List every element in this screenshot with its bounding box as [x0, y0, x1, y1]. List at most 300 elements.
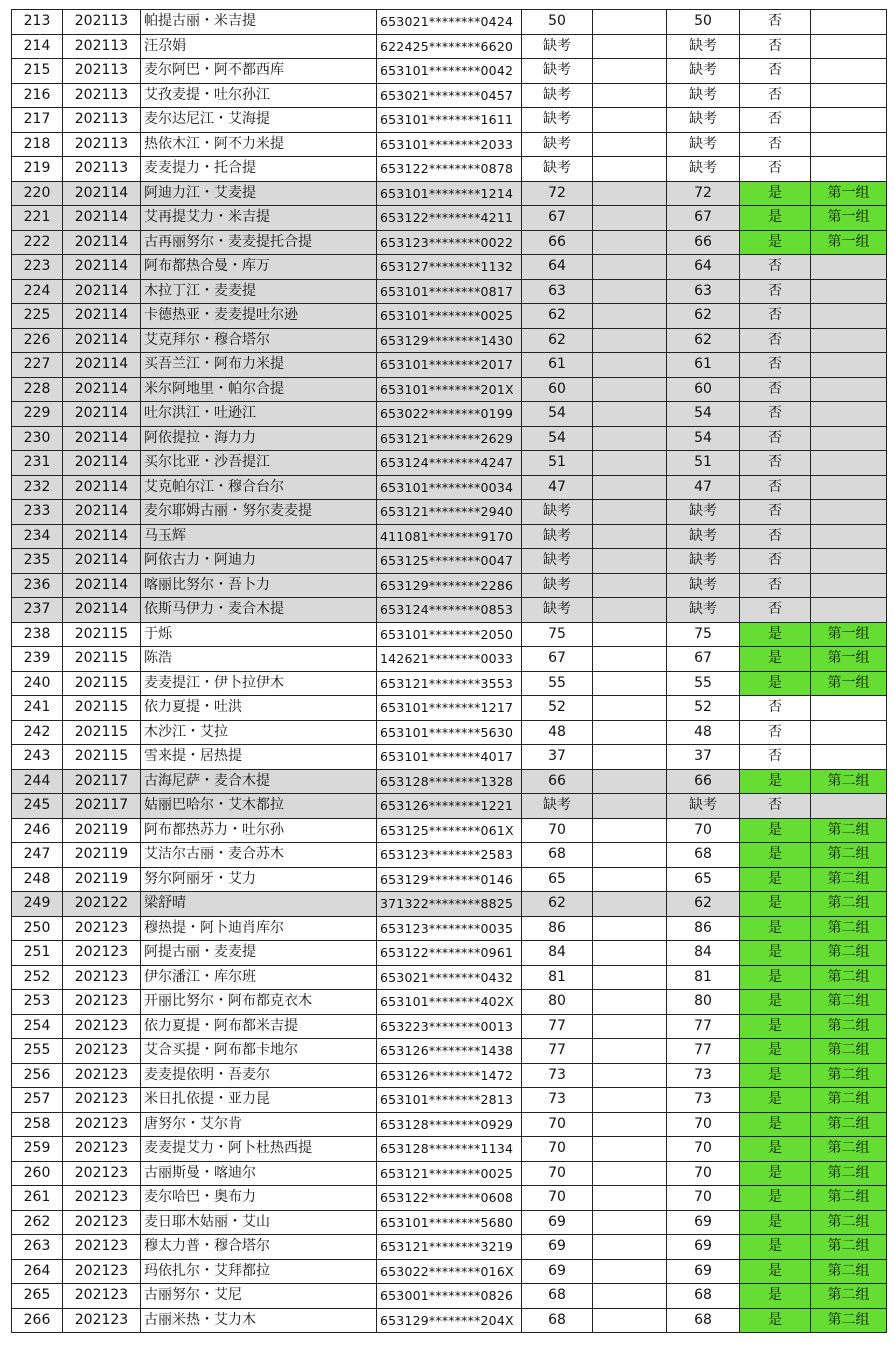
- group-cell: [811, 353, 887, 378]
- table-row: [12, 1063, 887, 1088]
- class-code-cell: 202114: [63, 255, 141, 280]
- student-name-cell: 帕提古丽・米吉提: [141, 10, 377, 35]
- row-number-cell: 242: [12, 720, 63, 745]
- class-code-cell: 202123: [63, 1210, 141, 1235]
- row-number-cell: 221: [12, 206, 63, 231]
- id-number-cell: 653021********0457: [377, 83, 522, 108]
- student-name-cell: 阿依提拉・海力力: [141, 426, 377, 451]
- total-score-cell: 69: [667, 1259, 740, 1284]
- row-number-cell: 218: [12, 132, 63, 157]
- table-row: [12, 696, 887, 721]
- score-cell: 48: [522, 720, 593, 745]
- table-row: [12, 353, 887, 378]
- pass-status-cell: 否: [740, 745, 811, 770]
- score-cell: 37: [522, 745, 593, 770]
- extra-score-cell: [593, 230, 667, 255]
- total-score-cell: 72: [667, 181, 740, 206]
- pass-status-cell: 否: [740, 696, 811, 721]
- table-body: [12, 10, 887, 1333]
- table-row: [12, 647, 887, 672]
- group-cell: 第二组: [811, 1112, 887, 1137]
- table-row: [12, 818, 887, 843]
- pass-status-cell: 是: [740, 965, 811, 990]
- class-code-cell: 202114: [63, 230, 141, 255]
- id-number-cell: 653123********2583: [377, 843, 522, 868]
- student-name-cell: 麦日耶木姑丽・艾山: [141, 1210, 377, 1235]
- pass-status-cell: 是: [740, 941, 811, 966]
- id-number-cell: 653101********0034: [377, 475, 522, 500]
- id-number-cell: 653101********1217: [377, 696, 522, 721]
- total-score-cell: 70: [667, 818, 740, 843]
- row-number-cell: 236: [12, 573, 63, 598]
- extra-score-cell: [593, 1014, 667, 1039]
- student-name-cell: 玛依扎尔・艾拜都拉: [141, 1259, 377, 1284]
- id-number-cell: 653101********2033: [377, 132, 522, 157]
- row-number-cell: 250: [12, 916, 63, 941]
- pass-status-cell: 是: [740, 1039, 811, 1064]
- pass-status-cell: 是: [740, 1014, 811, 1039]
- id-number-cell: 142621********0033: [377, 647, 522, 672]
- id-number-cell: 653101********2813: [377, 1088, 522, 1113]
- score-cell: 缺考: [522, 157, 593, 182]
- class-code-cell: 202123: [63, 965, 141, 990]
- extra-score-cell: [593, 941, 667, 966]
- extra-score-cell: [593, 622, 667, 647]
- group-cell: [811, 34, 887, 59]
- total-score-cell: 65: [667, 867, 740, 892]
- group-cell: [811, 108, 887, 133]
- results-table: [11, 9, 887, 1333]
- extra-score-cell: [593, 304, 667, 329]
- score-cell: 68: [522, 1308, 593, 1333]
- pass-status-cell: 否: [740, 549, 811, 574]
- id-number-cell: 653121********3553: [377, 671, 522, 696]
- table-row: [12, 475, 887, 500]
- total-score-cell: 37: [667, 745, 740, 770]
- class-code-cell: 202113: [63, 10, 141, 35]
- group-cell: [811, 59, 887, 84]
- pass-status-cell: 是: [740, 1284, 811, 1309]
- group-cell: 第二组: [811, 965, 887, 990]
- total-score-cell: 50: [667, 10, 740, 35]
- pass-status-cell: 否: [740, 279, 811, 304]
- table-row: [12, 1088, 887, 1113]
- group-cell: 第二组: [811, 843, 887, 868]
- pass-status-cell: 否: [740, 83, 811, 108]
- total-score-cell: 缺考: [667, 108, 740, 133]
- total-score-cell: 缺考: [667, 157, 740, 182]
- table-row: [12, 500, 887, 525]
- score-cell: 缺考: [522, 132, 593, 157]
- table-row: [12, 1186, 887, 1211]
- row-number-cell: 255: [12, 1039, 63, 1064]
- id-number-cell: 653123********0022: [377, 230, 522, 255]
- id-number-cell: 653101********2017: [377, 353, 522, 378]
- pass-status-cell: 是: [740, 622, 811, 647]
- score-cell: 51: [522, 451, 593, 476]
- total-score-cell: 73: [667, 1063, 740, 1088]
- extra-score-cell: [593, 1210, 667, 1235]
- score-cell: 60: [522, 377, 593, 402]
- table-row: [12, 1308, 887, 1333]
- group-cell: [811, 279, 887, 304]
- pass-status-cell: 是: [740, 1112, 811, 1137]
- score-cell: 73: [522, 1088, 593, 1113]
- score-cell: 缺考: [522, 108, 593, 133]
- extra-score-cell: [593, 181, 667, 206]
- score-cell: 70: [522, 818, 593, 843]
- id-number-cell: 622425********6620: [377, 34, 522, 59]
- class-code-cell: 202114: [63, 353, 141, 378]
- student-name-cell: 麦麦提力・托合提: [141, 157, 377, 182]
- extra-score-cell: [593, 108, 667, 133]
- score-cell: 86: [522, 916, 593, 941]
- group-cell: [811, 304, 887, 329]
- score-cell: 68: [522, 1284, 593, 1309]
- student-name-cell: 麦麦提依明・吾麦尔: [141, 1063, 377, 1088]
- student-name-cell: 木沙江・艾拉: [141, 720, 377, 745]
- total-score-cell: 缺考: [667, 132, 740, 157]
- row-number-cell: 252: [12, 965, 63, 990]
- class-code-cell: 202115: [63, 696, 141, 721]
- row-number-cell: 222: [12, 230, 63, 255]
- row-number-cell: 215: [12, 59, 63, 84]
- total-score-cell: 缺考: [667, 524, 740, 549]
- class-code-cell: 202123: [63, 1284, 141, 1309]
- total-score-cell: 73: [667, 1088, 740, 1113]
- row-number-cell: 263: [12, 1235, 63, 1260]
- total-score-cell: 缺考: [667, 83, 740, 108]
- extra-score-cell: [593, 892, 667, 917]
- row-number-cell: 219: [12, 157, 63, 182]
- row-number-cell: 266: [12, 1308, 63, 1333]
- table-row: [12, 279, 887, 304]
- table-row: [12, 867, 887, 892]
- extra-score-cell: [593, 696, 667, 721]
- extra-score-cell: [593, 1308, 667, 1333]
- table-row: [12, 745, 887, 770]
- group-cell: 第二组: [811, 916, 887, 941]
- pass-status-cell: 是: [740, 1210, 811, 1235]
- id-number-cell: 653126********1472: [377, 1063, 522, 1088]
- group-cell: 第二组: [811, 990, 887, 1015]
- total-score-cell: 47: [667, 475, 740, 500]
- student-name-cell: 艾再提艾力・米吉提: [141, 206, 377, 231]
- table-row: [12, 990, 887, 1015]
- score-cell: 70: [522, 1112, 593, 1137]
- total-score-cell: 70: [667, 1161, 740, 1186]
- total-score-cell: 75: [667, 622, 740, 647]
- pass-status-cell: 否: [740, 255, 811, 280]
- student-name-cell: 艾合买提・阿布都卡地尔: [141, 1039, 377, 1064]
- pass-status-cell: 否: [740, 573, 811, 598]
- row-number-cell: 226: [12, 328, 63, 353]
- id-number-cell: 653101********0817: [377, 279, 522, 304]
- total-score-cell: 55: [667, 671, 740, 696]
- extra-score-cell: [593, 794, 667, 819]
- total-score-cell: 缺考: [667, 794, 740, 819]
- pass-status-cell: 是: [740, 769, 811, 794]
- class-code-cell: 202123: [63, 1161, 141, 1186]
- pass-status-cell: 是: [740, 671, 811, 696]
- group-cell: 第二组: [811, 1063, 887, 1088]
- pass-status-cell: 否: [740, 500, 811, 525]
- row-number-cell: 235: [12, 549, 63, 574]
- score-cell: 72: [522, 181, 593, 206]
- row-number-cell: 262: [12, 1210, 63, 1235]
- row-number-cell: 241: [12, 696, 63, 721]
- student-name-cell: 艾孜麦提・吐尔孙江: [141, 83, 377, 108]
- extra-score-cell: [593, 549, 667, 574]
- score-cell: 67: [522, 206, 593, 231]
- extra-score-cell: [593, 353, 667, 378]
- total-score-cell: 61: [667, 353, 740, 378]
- class-code-cell: 202123: [63, 1112, 141, 1137]
- group-cell: [811, 524, 887, 549]
- extra-score-cell: [593, 1088, 667, 1113]
- student-name-cell: 穆热提・阿卜迪肖库尔: [141, 916, 377, 941]
- table-row: [12, 328, 887, 353]
- id-number-cell: 653121********0025: [377, 1161, 522, 1186]
- id-number-cell: 653101********5680: [377, 1210, 522, 1235]
- extra-score-cell: [593, 10, 667, 35]
- total-score-cell: 缺考: [667, 598, 740, 623]
- group-cell: [811, 598, 887, 623]
- student-name-cell: 开丽比努尔・阿布都克衣木: [141, 990, 377, 1015]
- pass-status-cell: 否: [740, 598, 811, 623]
- student-name-cell: 阿布都热合曼・库万: [141, 255, 377, 280]
- row-number-cell: 259: [12, 1137, 63, 1162]
- student-name-cell: 热依木江・阿不力米提: [141, 132, 377, 157]
- row-number-cell: 216: [12, 83, 63, 108]
- table-row: [12, 720, 887, 745]
- id-number-cell: 653022********016X: [377, 1259, 522, 1284]
- id-number-cell: 653001********0826: [377, 1284, 522, 1309]
- pass-status-cell: 是: [740, 181, 811, 206]
- class-code-cell: 202114: [63, 402, 141, 427]
- total-score-cell: 77: [667, 1014, 740, 1039]
- id-number-cell: 653126********1438: [377, 1039, 522, 1064]
- row-number-cell: 246: [12, 818, 63, 843]
- student-name-cell: 努尔阿丽牙・艾力: [141, 867, 377, 892]
- id-number-cell: 411081********9170: [377, 524, 522, 549]
- group-cell: 第二组: [811, 1039, 887, 1064]
- extra-score-cell: [593, 1161, 667, 1186]
- class-code-cell: 202123: [63, 941, 141, 966]
- total-score-cell: 68: [667, 843, 740, 868]
- id-number-cell: 653101********1611: [377, 108, 522, 133]
- student-name-cell: 米日扎依提・亚力昆: [141, 1088, 377, 1113]
- score-cell: 缺考: [522, 83, 593, 108]
- score-cell: 69: [522, 1210, 593, 1235]
- id-number-cell: 653124********4247: [377, 451, 522, 476]
- score-cell: 67: [522, 647, 593, 672]
- group-cell: [811, 549, 887, 574]
- extra-score-cell: [593, 745, 667, 770]
- score-cell: 70: [522, 1161, 593, 1186]
- row-number-cell: 213: [12, 10, 63, 35]
- group-cell: [811, 794, 887, 819]
- id-number-cell: 653021********0432: [377, 965, 522, 990]
- total-score-cell: 70: [667, 1112, 740, 1137]
- class-code-cell: 202114: [63, 475, 141, 500]
- id-number-cell: 653101********5630: [377, 720, 522, 745]
- extra-score-cell: [593, 916, 667, 941]
- student-name-cell: 艾克帕尔江・穆合台尔: [141, 475, 377, 500]
- table-row: [12, 377, 887, 402]
- class-code-cell: 202123: [63, 1039, 141, 1064]
- table-row: [12, 1210, 887, 1235]
- class-code-cell: 202114: [63, 426, 141, 451]
- row-number-cell: 251: [12, 941, 63, 966]
- class-code-cell: 202114: [63, 500, 141, 525]
- class-code-cell: 202115: [63, 720, 141, 745]
- score-cell: 84: [522, 941, 593, 966]
- extra-score-cell: [593, 402, 667, 427]
- id-number-cell: 653101********0025: [377, 304, 522, 329]
- student-name-cell: 依力夏提・吐洪: [141, 696, 377, 721]
- student-name-cell: 穆太力普・穆合塔尔: [141, 1235, 377, 1260]
- score-cell: 47: [522, 475, 593, 500]
- student-name-cell: 麦麦提艾力・阿卜杜热西提: [141, 1137, 377, 1162]
- id-number-cell: 653129********204X: [377, 1308, 522, 1333]
- group-cell: 第一组: [811, 671, 887, 696]
- class-code-cell: 202119: [63, 867, 141, 892]
- pass-status-cell: 是: [740, 1161, 811, 1186]
- group-cell: 第二组: [811, 1161, 887, 1186]
- score-cell: 54: [522, 426, 593, 451]
- score-cell: 64: [522, 255, 593, 280]
- row-number-cell: 243: [12, 745, 63, 770]
- pass-status-cell: 否: [740, 353, 811, 378]
- class-code-cell: 202114: [63, 598, 141, 623]
- extra-score-cell: [593, 965, 667, 990]
- row-number-cell: 224: [12, 279, 63, 304]
- id-number-cell: 371322********8825: [377, 892, 522, 917]
- id-number-cell: 653101********4017: [377, 745, 522, 770]
- group-cell: [811, 157, 887, 182]
- pass-status-cell: 是: [740, 867, 811, 892]
- student-name-cell: 雪来提・居热提: [141, 745, 377, 770]
- total-score-cell: 52: [667, 696, 740, 721]
- score-cell: 66: [522, 769, 593, 794]
- score-cell: 66: [522, 230, 593, 255]
- class-code-cell: 202123: [63, 1137, 141, 1162]
- class-code-cell: 202123: [63, 1308, 141, 1333]
- student-name-cell: 卡德热亚・麦麦提吐尔逊: [141, 304, 377, 329]
- group-cell: 第二组: [811, 1308, 887, 1333]
- id-number-cell: 653128********1134: [377, 1137, 522, 1162]
- score-cell: 81: [522, 965, 593, 990]
- row-number-cell: 254: [12, 1014, 63, 1039]
- pass-status-cell: 是: [740, 990, 811, 1015]
- score-cell: 缺考: [522, 524, 593, 549]
- row-number-cell: 217: [12, 108, 63, 133]
- total-score-cell: 66: [667, 769, 740, 794]
- total-score-cell: 63: [667, 279, 740, 304]
- row-number-cell: 227: [12, 353, 63, 378]
- table-row: [12, 1039, 887, 1064]
- score-cell: 68: [522, 843, 593, 868]
- pass-status-cell: 否: [740, 304, 811, 329]
- extra-score-cell: [593, 279, 667, 304]
- score-cell: 缺考: [522, 549, 593, 574]
- score-cell: 77: [522, 1014, 593, 1039]
- table-row: [12, 10, 887, 35]
- pass-status-cell: 否: [740, 132, 811, 157]
- id-number-cell: 653127********1132: [377, 255, 522, 280]
- score-cell: 69: [522, 1235, 593, 1260]
- class-code-cell: 202114: [63, 304, 141, 329]
- student-name-cell: 麦尔哈巴・奥布力: [141, 1186, 377, 1211]
- table-row: [12, 671, 887, 696]
- total-score-cell: 70: [667, 1186, 740, 1211]
- student-name-cell: 木拉丁江・麦麦提: [141, 279, 377, 304]
- id-number-cell: 653125********0047: [377, 549, 522, 574]
- extra-score-cell: [593, 328, 667, 353]
- row-number-cell: 220: [12, 181, 63, 206]
- score-cell: 缺考: [522, 598, 593, 623]
- class-code-cell: 202114: [63, 549, 141, 574]
- extra-score-cell: [593, 157, 667, 182]
- pass-status-cell: 否: [740, 10, 811, 35]
- score-cell: 61: [522, 353, 593, 378]
- table-row: [12, 402, 887, 427]
- row-number-cell: 240: [12, 671, 63, 696]
- extra-score-cell: [593, 647, 667, 672]
- total-score-cell: 缺考: [667, 34, 740, 59]
- class-code-cell: 202122: [63, 892, 141, 917]
- total-score-cell: 缺考: [667, 549, 740, 574]
- extra-score-cell: [593, 720, 667, 745]
- pass-status-cell: 是: [740, 818, 811, 843]
- total-score-cell: 86: [667, 916, 740, 941]
- pass-status-cell: 否: [740, 328, 811, 353]
- class-code-cell: 202117: [63, 769, 141, 794]
- class-code-cell: 202113: [63, 132, 141, 157]
- group-cell: 第二组: [811, 1088, 887, 1113]
- table-row: [12, 304, 887, 329]
- student-name-cell: 陈浩: [141, 647, 377, 672]
- table-row: [12, 255, 887, 280]
- score-cell: 55: [522, 671, 593, 696]
- student-name-cell: 汪尕娟: [141, 34, 377, 59]
- table-row: [12, 181, 887, 206]
- extra-score-cell: [593, 990, 667, 1015]
- group-cell: [811, 745, 887, 770]
- total-score-cell: 64: [667, 255, 740, 280]
- row-number-cell: 223: [12, 255, 63, 280]
- id-number-cell: 653101********0042: [377, 59, 522, 84]
- class-code-cell: 202114: [63, 181, 141, 206]
- score-cell: 62: [522, 892, 593, 917]
- score-cell: 65: [522, 867, 593, 892]
- student-name-cell: 古丽斯曼・喀迪尔: [141, 1161, 377, 1186]
- row-number-cell: 261: [12, 1186, 63, 1211]
- group-cell: [811, 720, 887, 745]
- class-code-cell: 202115: [63, 647, 141, 672]
- total-score-cell: 54: [667, 402, 740, 427]
- extra-score-cell: [593, 1039, 667, 1064]
- group-cell: [811, 255, 887, 280]
- row-number-cell: 214: [12, 34, 63, 59]
- extra-score-cell: [593, 769, 667, 794]
- score-cell: 缺考: [522, 59, 593, 84]
- pass-status-cell: 是: [740, 1308, 811, 1333]
- score-cell: 70: [522, 1186, 593, 1211]
- student-name-cell: 麦尔达尼江・艾海提: [141, 108, 377, 133]
- extra-score-cell: [593, 206, 667, 231]
